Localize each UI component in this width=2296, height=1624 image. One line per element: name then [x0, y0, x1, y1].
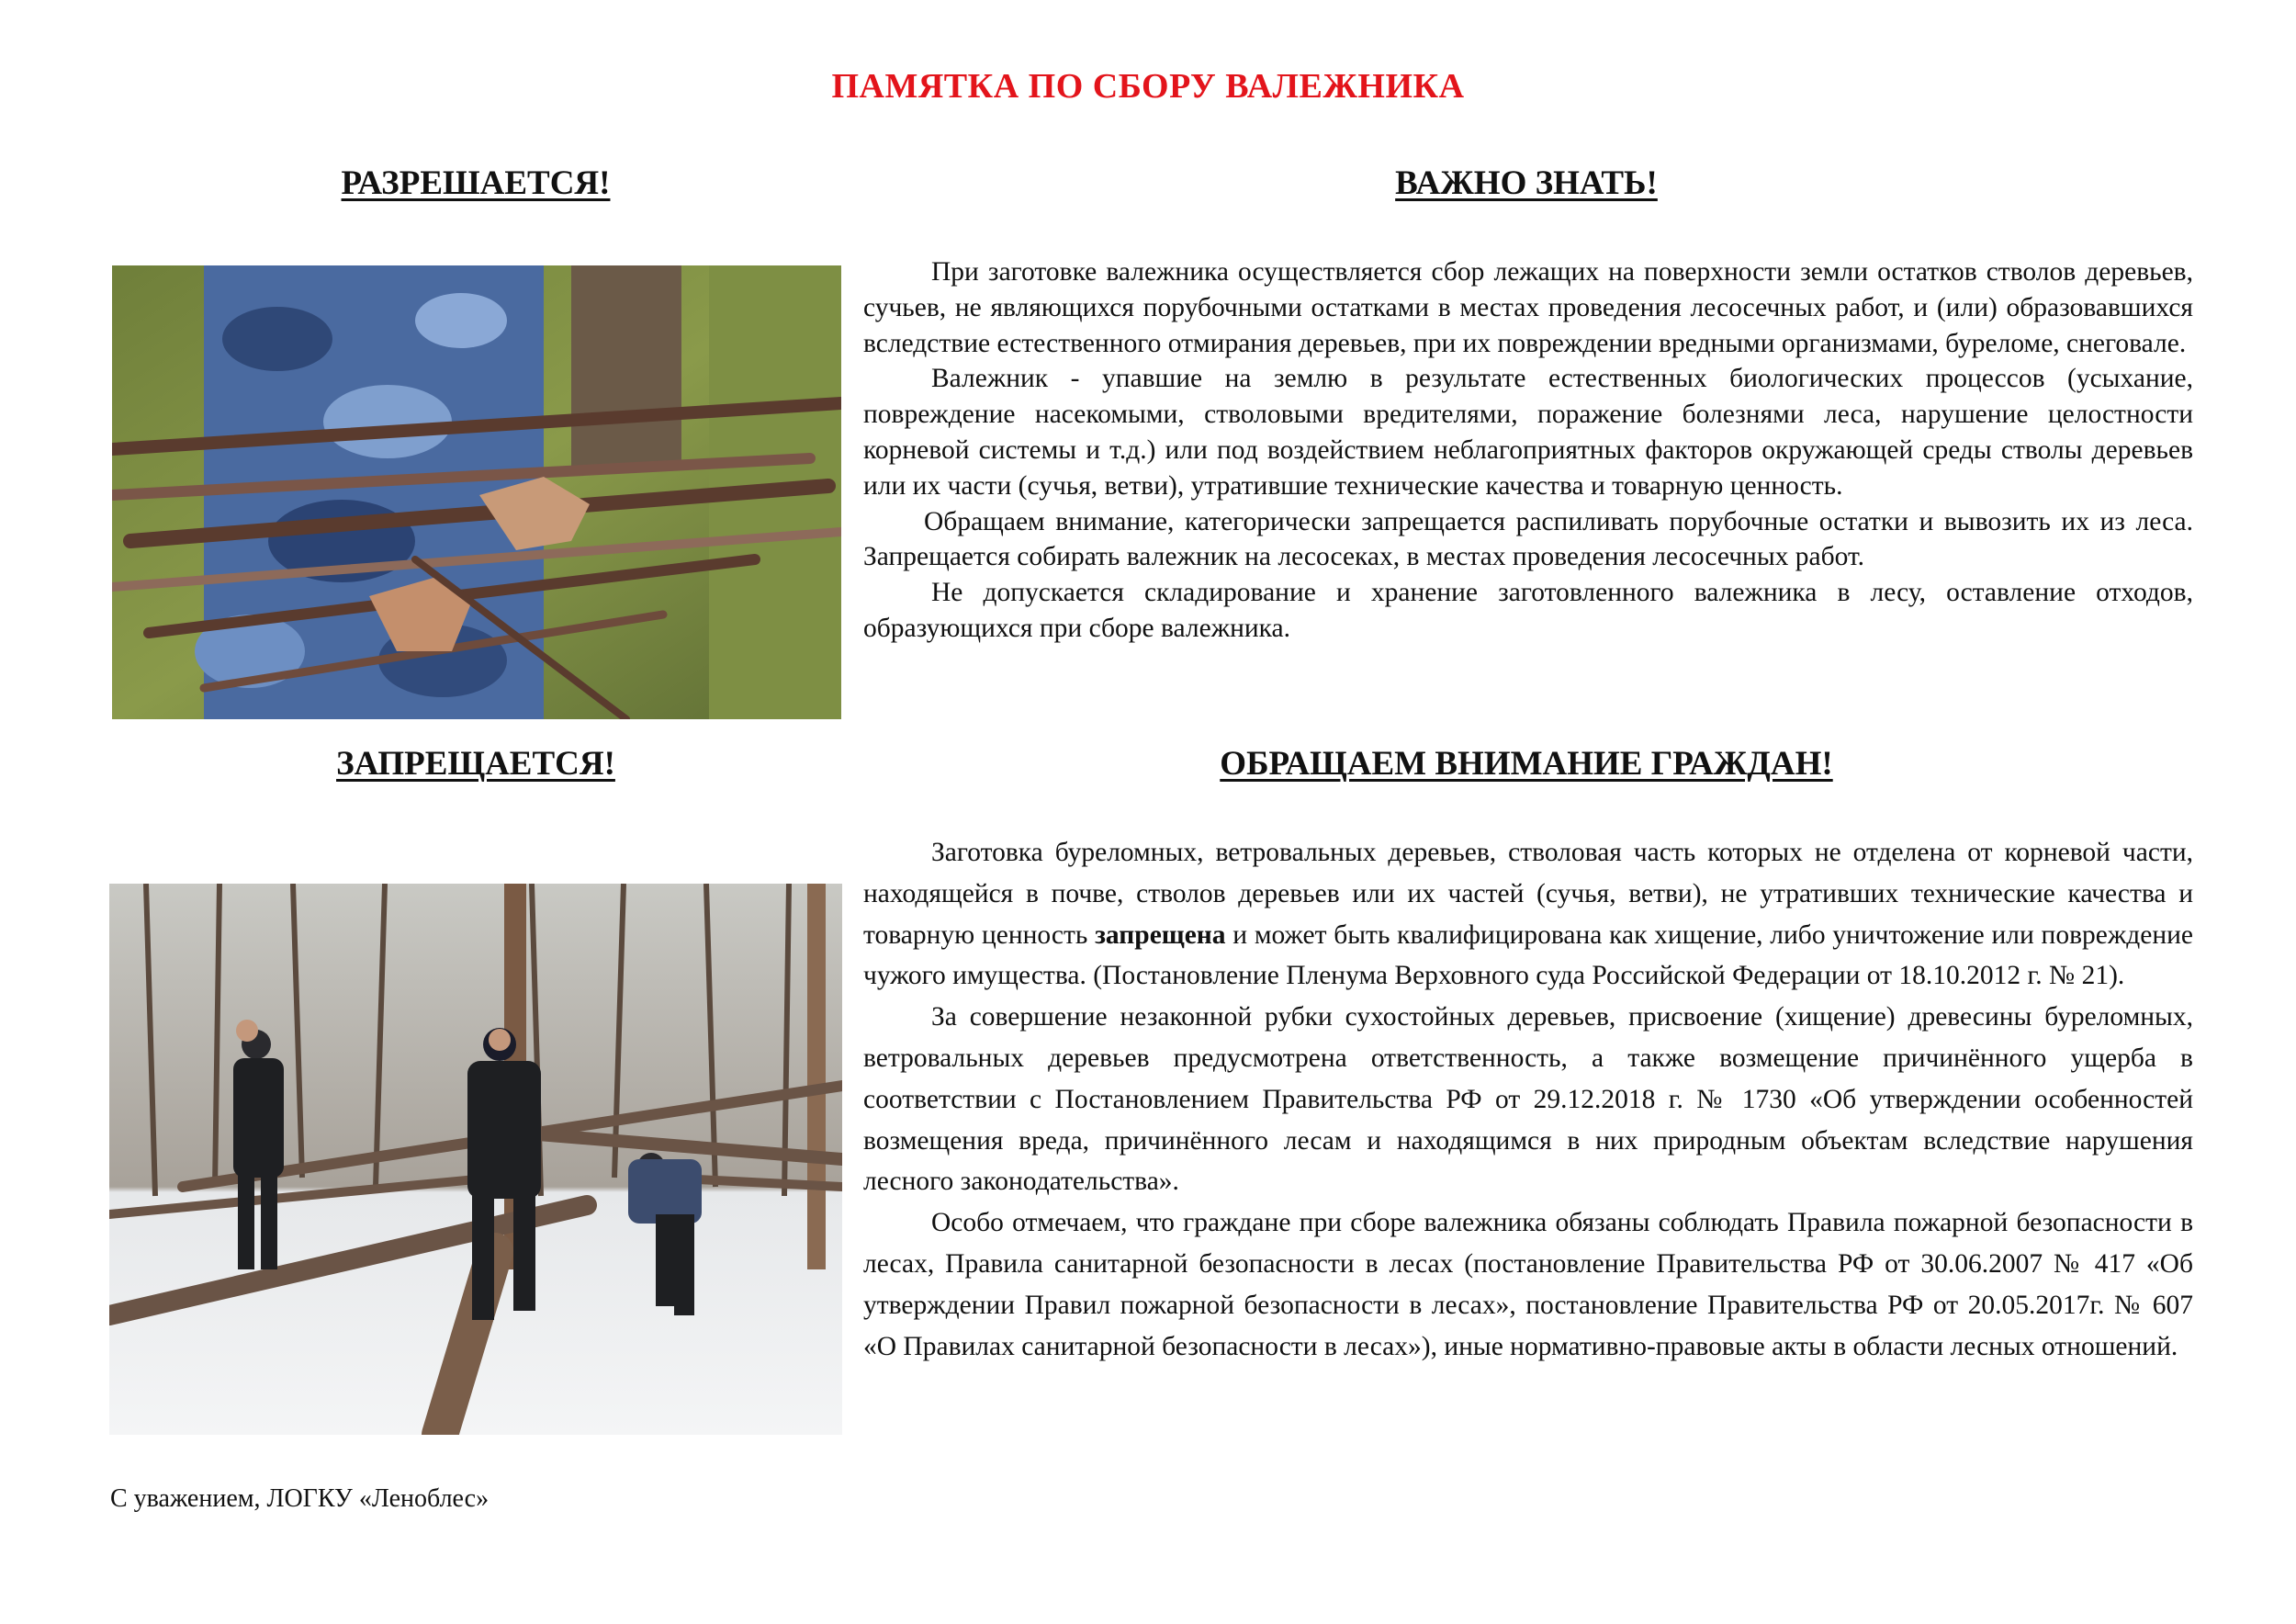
important-paragraph-1: При заготовке валежника осуществляется сбор лежащих на поверхности земли остатков стволов деревьев, сучьев, не являющихся порубочными остатками в местах проведения лесосечных работ, и (или) образовавшихся вследствие естественного отмирания деревьев, при их повреждении вредными организмами, буреломе, снеговале. [863, 257, 2193, 358]
important-paragraph-3: Обращаем внимание, категорически запрещается распиливать порубочные остатки и вывозить их из леса. Запрещается собирать валежник на лесосеках, в местах проведения лесосечных работ. [863, 506, 2193, 572]
important-paragraph-2: Валежник - упавшие на землю в результате естественных биологических процессов (усыхание, повреждение насекомыми, стволовыми вредителями, поражение болезнями леса, нарушение целостности корневой системы и т.д.) или под воздействием неблагоприятных факторов окружающей среды стволы деревьев или их части (сучья, ветви), утратившие технические качества и товарную ценность. [863, 364, 2193, 501]
attention-paragraph-2: За совершение незаконной рубки сухостойных деревьев, присвоение (хищение) древесины буреломных, ветровальных деревьев предусмотрена ответственность, а также возмещение причинённого ущерба в соответствии с Постановлением Правительства РФ от 29.12.2018 г. № 1730 «Об утверждении особенностей возмещения вреда, причинённого лесам и находящимся в них природным объектам вследствие нарушения лесного законодательства». [863, 1002, 2193, 1197]
heading-forbidden: ЗАПРЕЩАЕТСЯ! [336, 745, 615, 783]
important-text-block [863, 254, 2193, 647]
attention-p1-bold-prohibited: запрещена [1095, 919, 1226, 950]
photo-men-cutting-fallen-trees [109, 884, 842, 1435]
attention-paragraph-3: Особо отмечаем, что граждане при сборе валежника обязаны соблюдать Правила пожарной безопасности в лесах, Правила санитарной безопасности в лесах (постановление Правительства РФ от 30.06.2007 № 417 «Об утверждении Правил пожарной безопасности в лесах», постановление Правительства РФ от 20.05.2017г. № 607 «О Правилах санитарной безопасности в лесах»), иные нормативно-правовые акты в области лесных отношений. [863, 1208, 2193, 1361]
page-title: ПАМЯТКА ПО СБОРУ ВАЛЕЖНИКА [831, 67, 1465, 106]
signature: С уважением, ЛОГКУ «Леноблес» [110, 1484, 490, 1513]
heading-allowed: РАЗРЕШАЕТСЯ! [341, 164, 611, 202]
attention-p1-text-after: и может быть квалифицирована как хищение, либо уничтожение или повреждение чужого имущества. (Постановление Пленума Верховного суда Российской Федерации от 18.10.2012 г. № 21). [863, 919, 2193, 991]
attention-text-block [863, 832, 2193, 1367]
attention-p1-text-before: Заготовка буреломных, ветровальных деревьев, стволовая часть которых не отделена от корневой части, находящейся в почве, стволов деревьев или их частей (сучья, ветви), не утративших технические качества и товарную ценность [863, 838, 2193, 950]
heading-attention: ОБРАЩАЕМ ВНИМАНИЕ ГРАЖДАН! [1220, 745, 1833, 783]
important-paragraph-4: Не допускается складирование и хранение заготовленного валежника в лесу, оставление отходов, образующихся при сборе валежника. [863, 578, 2193, 643]
heading-important: ВАЖНО ЗНАТЬ! [1395, 164, 1658, 202]
photo-man-carrying-deadwood [112, 265, 841, 719]
attention-paragraph-1 [863, 832, 2193, 997]
